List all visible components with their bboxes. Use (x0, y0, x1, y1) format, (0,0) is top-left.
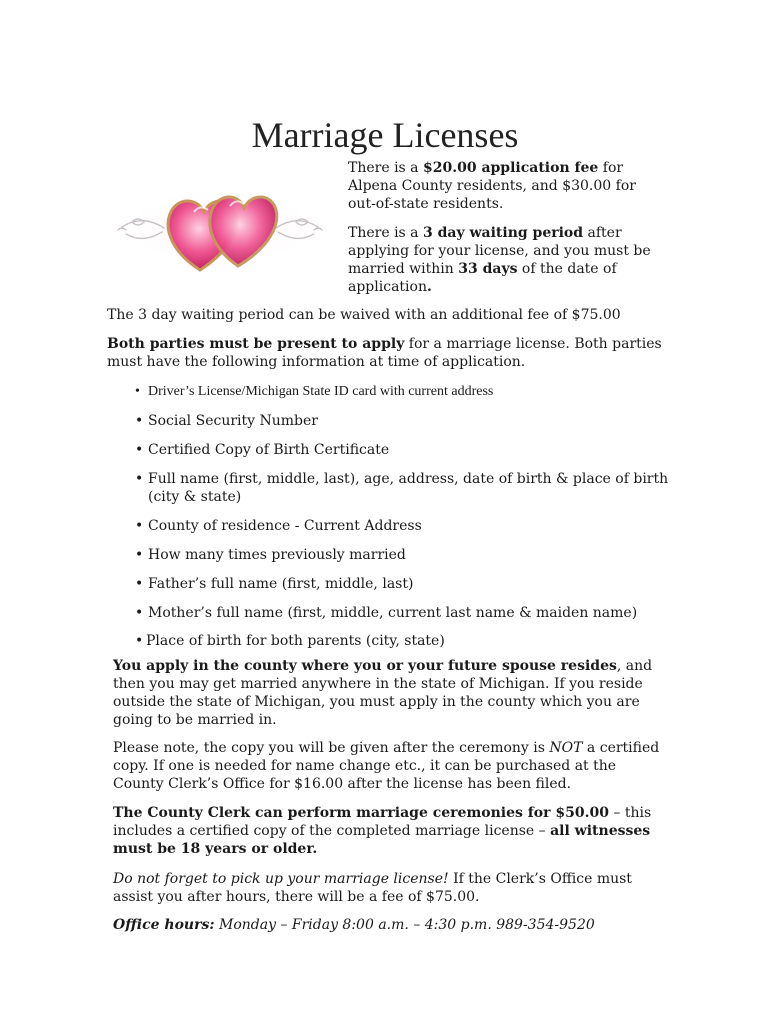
county-paragraph: You apply in the county where you or your future spouse resides, and then you may get married anywhere in the state of Michigan. If you reside outside the state of Michigan, you must apply in the county which you are going to be married in. (113, 658, 653, 728)
both-parties-paragraph: Both parties must be present to apply for a marriage license. Both parties must have the following information at time of application. (107, 336, 662, 370)
list-item: • Mother’s full name (first, middle, current last name & maiden name) (132, 604, 692, 622)
list-item: • How many times previously married (132, 546, 692, 564)
list-item: • Driver’s License/Michigan State ID card with current address (132, 383, 692, 401)
pickup-reminder: Do not forget to pick up your marriage license! If the Clerk’s Office must assist you after hours, there will be a fee of $75.00. (113, 871, 632, 905)
ceremony-paragraph: The County Clerk can perform marriage ceremonies for $50.00 – this includes a certified copy of the completed marriage license – all witnesses must be 18 years or older. (113, 805, 652, 857)
list-item: • Full name (first, middle, last), age, address, date of birth & place of birth (city & state) (132, 470, 692, 506)
waiver-paragraph: The 3 day waiting period can be waived with an additional fee of $75.00 (107, 307, 621, 323)
list-item: • Place of birth for both parents (city, state) (132, 632, 692, 650)
list-item: • Certified Copy of Birth Certificate (132, 441, 692, 459)
list-item: • Social Security Number (132, 412, 692, 430)
two-hearts-icon (112, 172, 328, 282)
list-item: • Father’s full name (first, middle, last) (132, 575, 692, 593)
requirements-list (132, 383, 692, 650)
application-fee-paragraph: There is a $20.00 application fee for Alpena County residents, and $30.00 for out-of-state residents. (348, 160, 636, 212)
office-hours: Office hours: Monday – Friday 8:00 a.m. – 4:30 p.m. 989-354-9520 (113, 917, 595, 933)
page-title: Marriage Licenses (251, 115, 519, 156)
waiting-period-paragraph: There is a 3 day waiting period after applying for your license, and you must be married within 33 days of the date of application. (348, 225, 651, 295)
list-item: • County of residence - Current Address (132, 517, 692, 535)
certified-copy-note: Please note, the copy you will be given after the ceremony is NOT a certified copy. If one is needed for name change etc., it can be purchased at the County Clerk’s Office for $16.00 after the license has been filed. (113, 740, 660, 792)
